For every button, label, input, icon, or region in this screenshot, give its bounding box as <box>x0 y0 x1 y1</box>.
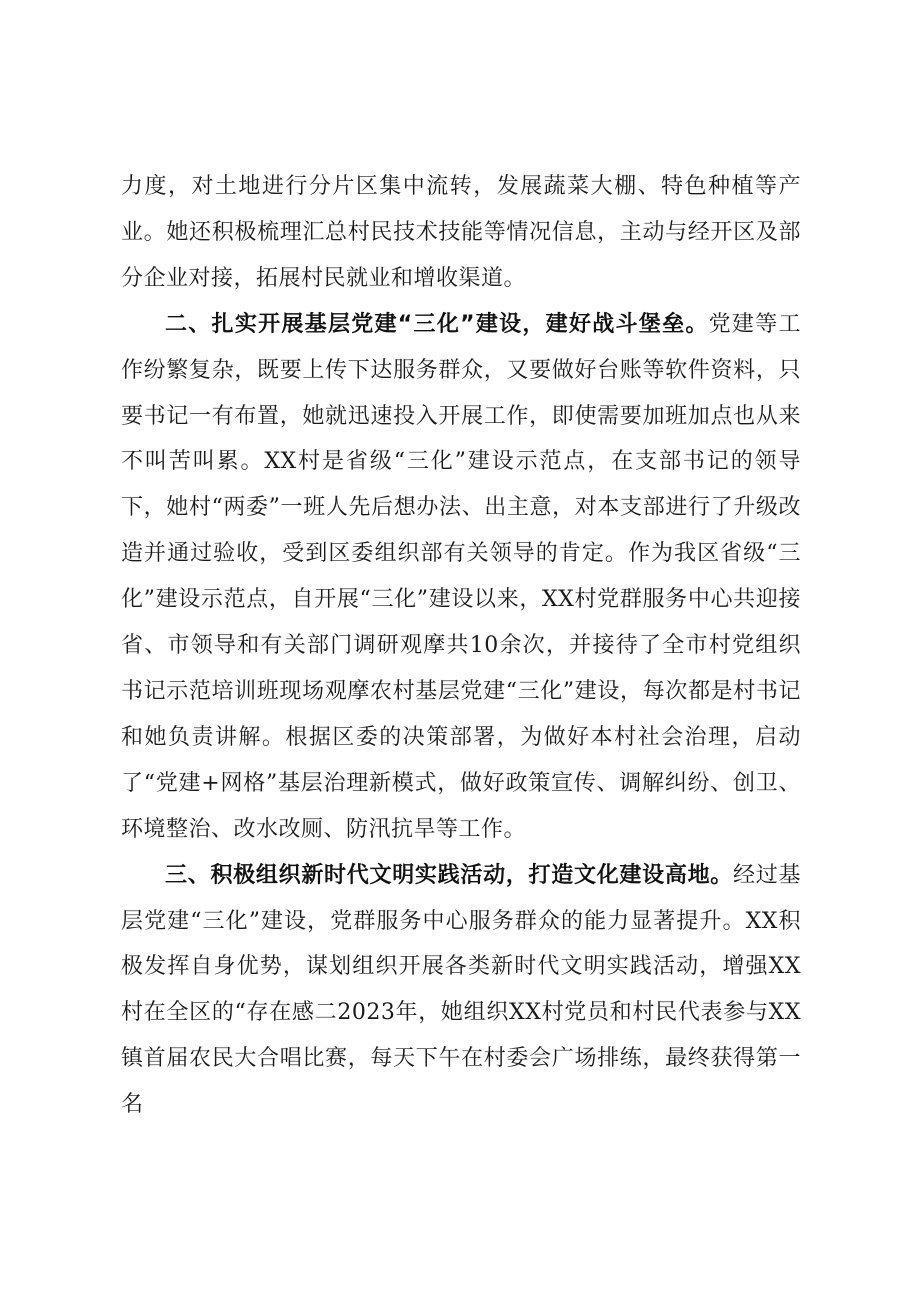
section-heading: 二、扎实开展基层党建“三化”建设，建好战斗堡垒。 <box>165 311 709 337</box>
paragraph-body: 力度，对土地进行分片区集中流转，发展蔬菜大棚、特色种植等产业。她还积极梳理汇总村民技术技能等情况信息，主动与经开区及部分企业对接，拓展村民就业和增收渠道。 <box>121 174 801 291</box>
section-heading: 三、积极组织新时代文明实践活动，打造文化建设高地。 <box>165 862 734 888</box>
paragraph-body: 党建等工作纷繁复杂，既要上传下达服务群众，又要做好台账等软件资料，只要书记一有布置，她就迅速投入开展工作，即使需要加班加点也从来不叫苦叫累。XX村是省级“三化”建设示范点，在支部书记的领导下，她村“两委”一班人先后想办法、出主意，对本支部进行了升级改造并通过验收，受到区委组织部有关领导的肯定。作为我区省级“三化”建设示范点，自开展“三化”建设以来，XX村党群服务中心共迎接省、市领导和有关部门调研观摩共10余次，并接待了全市村党组织书记示范培训班现场观摩农村基层党建“三化”建设，每次都是村书记和她负责讲解。根据区委的决策部署，为做好本村社会治理，启动了“党建+网格”基层治理新模式，做好政策宣传、调解纠纷、创卫、环境整治、改水改厕、防汛抗旱等工作。 <box>121 311 801 842</box>
paragraph-section-two <box>121 302 801 853</box>
paragraph-section-three <box>121 853 801 1128</box>
paragraph-continuation <box>121 164 801 302</box>
paragraph-body: 经过基层党建“三化”建设，党群服务中心服务群众的能力显著提升。XX积极发挥自身优势，谋划组织开展各类新时代文明实践活动，增强XX村在全区的“存在感二2023年，她组织XX村党员和村民代表参与XX镇首届农民大合唱比赛，每天下午在村委会广场排练，最终获得第一名 <box>121 862 801 1118</box>
document-body <box>121 164 801 1128</box>
